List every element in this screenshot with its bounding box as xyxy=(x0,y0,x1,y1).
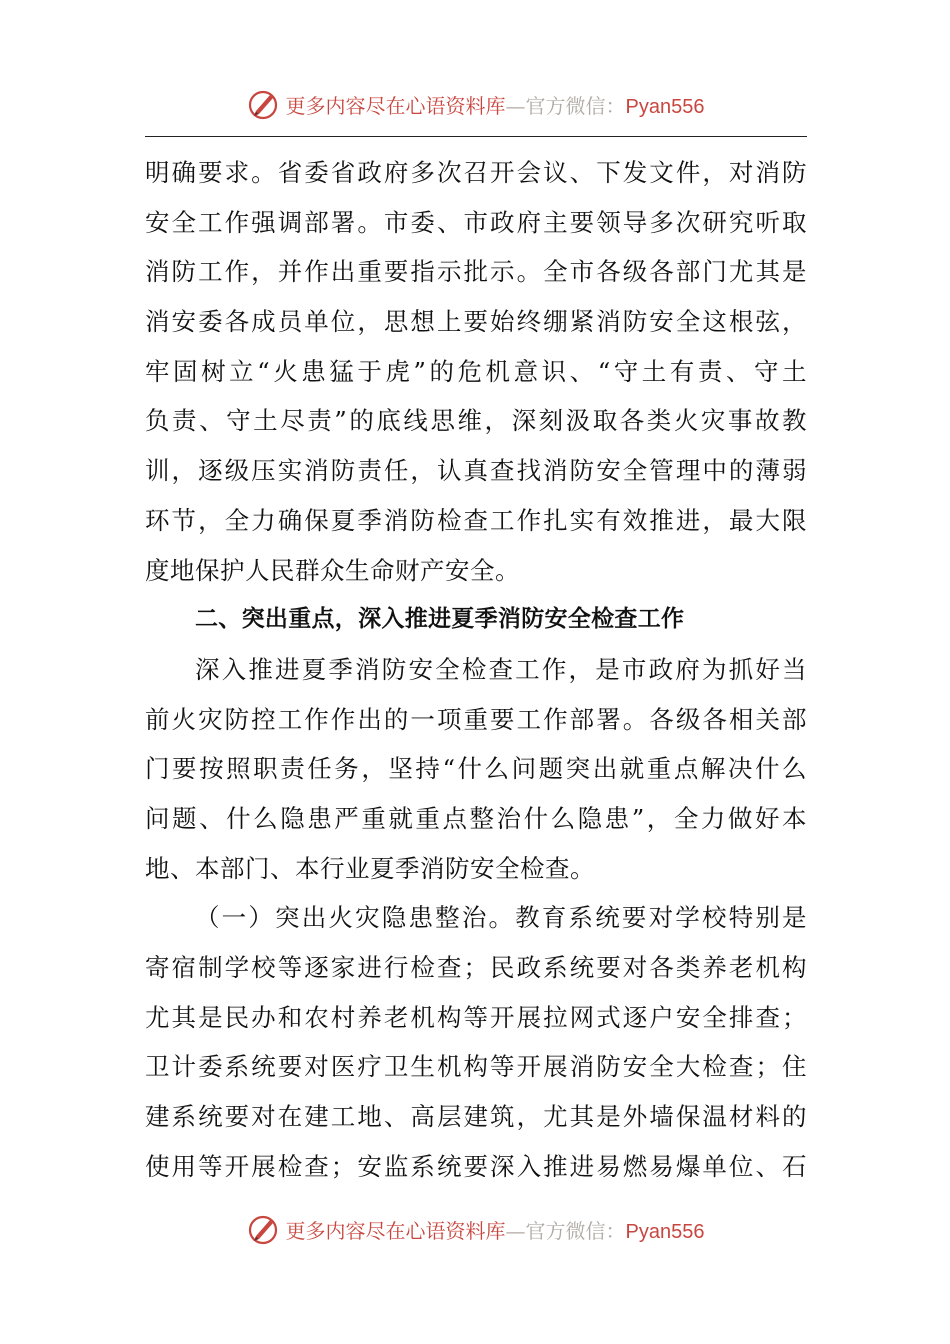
header-rule xyxy=(145,136,807,137)
header-banner xyxy=(0,82,950,126)
banner-text: 更多内容尽在心语资料库—官方微信：Pyan556 xyxy=(285,1218,705,1243)
section-heading: 二、突出重点，深入推进夏季消防安全检查工作 xyxy=(195,606,685,633)
text-line: 地、本部门、本行业夏季消防安全检查。 xyxy=(145,853,595,883)
text-line: 牢固树立“火患猛于虎”的危机意识、“守土有责、守土 xyxy=(145,356,807,386)
pen-logo-icon xyxy=(246,1212,280,1246)
text-line: 深入推进夏季消防安全检查工作，是市政府为抓好当 xyxy=(195,654,807,684)
text-line: 前火灾防控工作作出的一项重要工作部署。各级各相关部 xyxy=(145,704,807,734)
text-line: 消防工作，并作出重要指示批示。全市各级各部门尤其是 xyxy=(145,257,807,287)
text-line: 卫计委系统要对医疗卫生机构等开展消防安全大检查；住 xyxy=(145,1052,807,1082)
text-line: 负责、守土尽责”的底线思维，深刻汲取各类火灾事故教 xyxy=(145,406,807,436)
footer-banner xyxy=(0,1207,950,1251)
text-line: 训，逐级压实消防责任，认真查找消防安全管理中的薄弱 xyxy=(145,456,807,486)
document-body xyxy=(145,148,807,1191)
text-line: 度地保护人民群众生命财产安全。 xyxy=(145,555,520,585)
text-line: （一）突出火灾隐患整治。教育系统要对学校特别是 xyxy=(195,903,807,933)
text-line: 消安委各成员单位，思想上要始终绷紧消防安全这根弦， xyxy=(145,307,807,337)
text-line: 安全工作强调部署。市委、市政府主要领导多次研究听取 xyxy=(145,207,807,237)
text-line: 环节，全力确保夏季消防检查工作扎实有效推进，最大限 xyxy=(145,505,807,535)
text-line: 明确要求。省委省政府多次召开会议、下发文件，对消防 xyxy=(145,158,807,187)
text-line: 门要按照职责任务，坚持“什么问题突出就重点解决什么 xyxy=(145,754,807,784)
text-line: 使用等开展检查；安监系统要深入推进易燃易爆单位、石 xyxy=(145,1151,807,1181)
text-line: 寄宿制学校等逐家进行检查；民政系统要对各类养老机构 xyxy=(145,953,807,982)
text-line: 尤其是民办和农村养老机构等开展拉网式逐户安全排查； xyxy=(145,1002,807,1032)
text-line: 建系统要对在建工地、高层建筑，尤其是外墙保温材料的 xyxy=(145,1102,807,1132)
banner-text: 更多内容尽在心语资料库—官方微信：Pyan556 xyxy=(285,93,705,118)
text-line: 问题、什么隐患严重就重点整治什么隐患”，全力做好本 xyxy=(145,803,807,833)
pen-logo-icon xyxy=(246,87,280,121)
